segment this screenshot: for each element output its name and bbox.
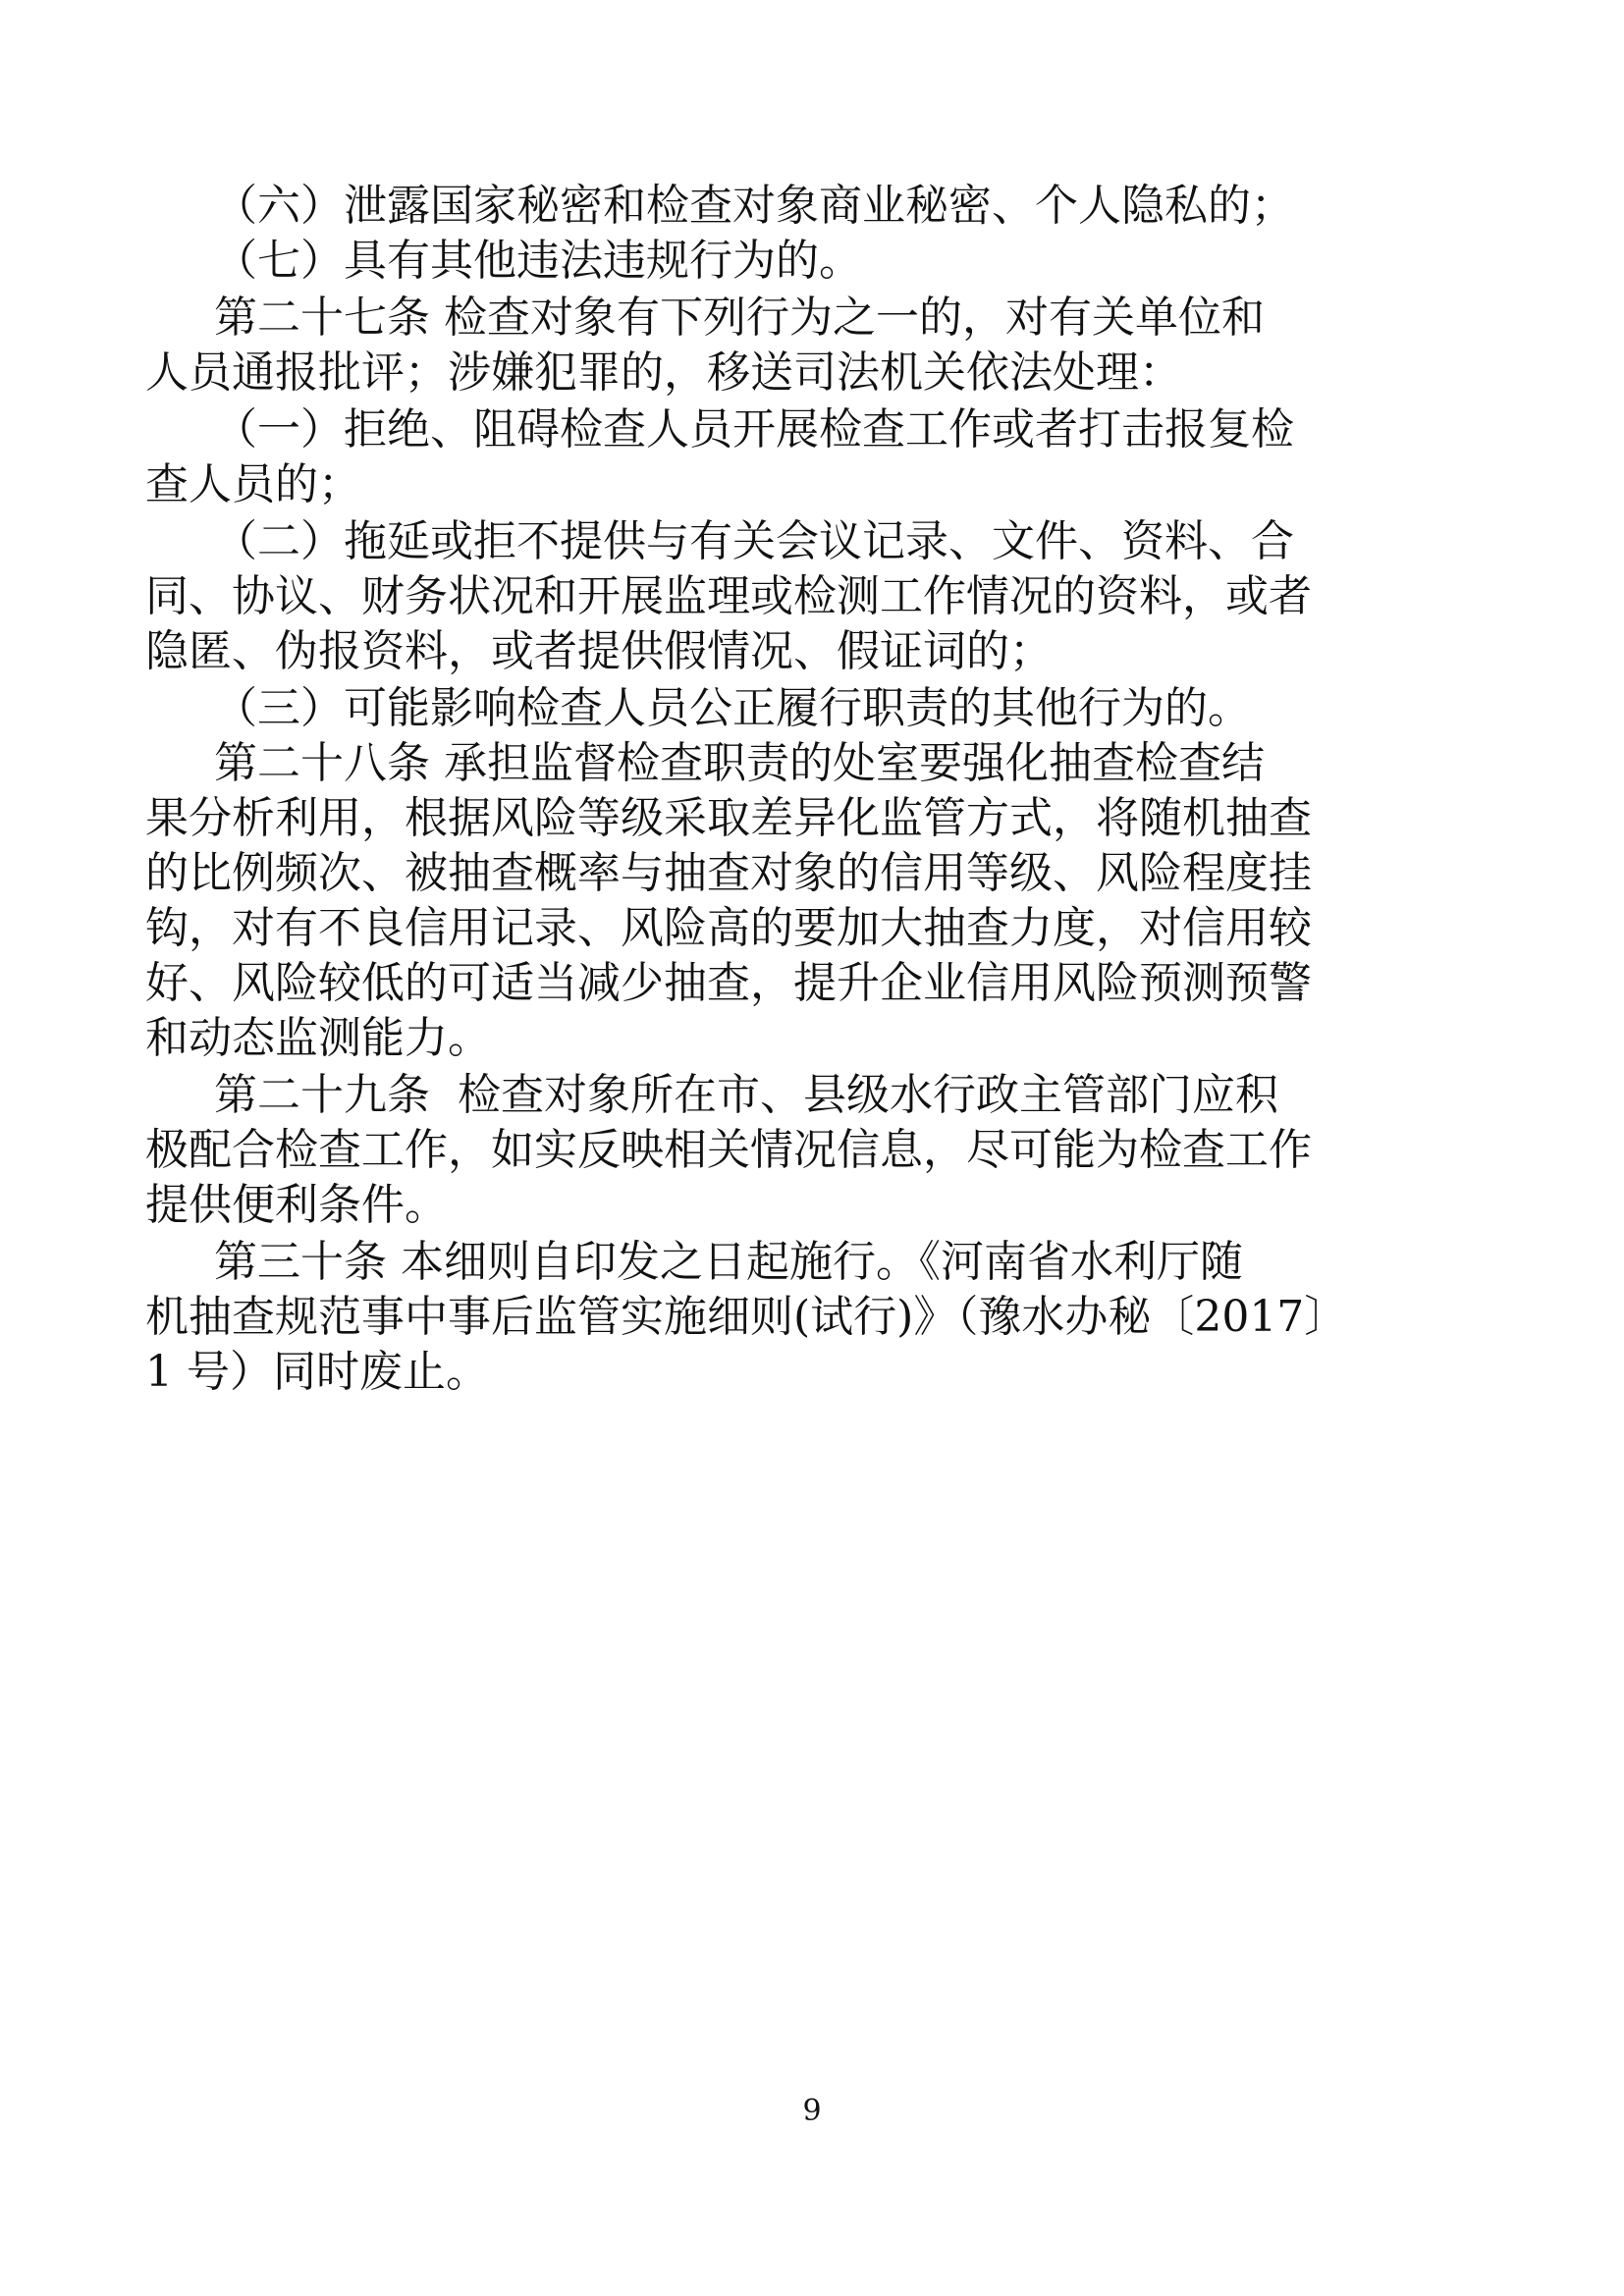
line-text: （一）拒绝、阻碍检查人员开展检查工作或者打击报复检 [214,404,1294,454]
paragraph-line [0,844,1624,903]
line-text: 果分析利用，根据风险等级采取差异化监管方式，将随机抽查 [145,793,1312,843]
line-text: 机抽查规范事中事后监管实施细则(试行)》（豫水办秘〔2017〕 [145,1292,1348,1342]
paragraph-line [0,567,1624,626]
line-text: （六）泄露国家秘密和检查对象商业秘密、个人隐私的； [214,181,1294,231]
paragraph-line [0,512,1624,571]
line-text: 1 号）同时废止。 [145,1347,489,1397]
paragraph-line [0,1343,1624,1402]
paragraph-line [0,1066,1624,1125]
paragraph-line [0,789,1624,848]
line-text: 好、风险较低的可适当减少抽查，提升企业信用风险预测预警 [145,958,1312,1008]
paragraph-line [0,455,1624,514]
paragraph-line [0,734,1624,793]
paragraph-line [0,679,1624,738]
line-text: 提供便利条件。 [145,1180,448,1230]
line-text: 同、协议、财务状况和开展监理或检测工作情况的资料，或者 [145,571,1312,621]
line-text: （三）可能影响检查人员公正履行职责的其他行为的。 [214,683,1251,733]
line-text: 人员通报批评；涉嫌犯罪的，移送司法机关依法处理： [145,347,1182,398]
line-text: 查人员的； [145,459,361,509]
paragraph-line [0,954,1624,1013]
paragraph-line [0,899,1624,958]
line-text: 第三十条 本细则自印发之日起施行。《河南省水利厅随 [214,1237,1243,1287]
paragraph-line [0,400,1624,459]
line-text: 和动态监测能力。 [145,1013,491,1063]
line-text: 钩，对有不良信用记录、风险高的要加大抽查力度，对信用较 [145,903,1312,953]
paragraph-line [0,289,1624,347]
paragraph-line [0,1009,1624,1068]
paragraph-line [0,177,1624,236]
paragraph-line [0,344,1624,402]
paragraph-line [0,1121,1624,1180]
line-text: （二）拖延或拒不提供与有关会议记录、文件、资料、合 [214,516,1294,566]
line-text: 第二十八条 承担监督检查职责的处室要强化抽查检查结 [214,738,1265,788]
paragraph-line [0,622,1624,681]
line-text: 的比例频次、被抽查概率与抽查对象的信用等级、风险程度挂 [145,848,1312,898]
paragraph-line [0,1233,1624,1292]
page-number: 9 [802,2094,822,2128]
paragraph-line [0,1288,1624,1347]
line-text: 隐匿、伪报资料，或者提供假情况、假证词的； [145,626,1053,676]
line-text: 第二十九条 检查对象所在市、县级水行政主管部门应积 [214,1070,1278,1120]
line-text: 第二十七条 检查对象有下列行为之一的，对有关单位和 [214,293,1265,343]
line-text: （七）具有其他违法违规行为的。 [214,236,862,286]
paragraph-line [0,1176,1624,1235]
paragraph-line [0,232,1624,291]
line-text: 极配合检查工作，如实反映相关情况信息，尽可能为检查工作 [145,1125,1312,1175]
